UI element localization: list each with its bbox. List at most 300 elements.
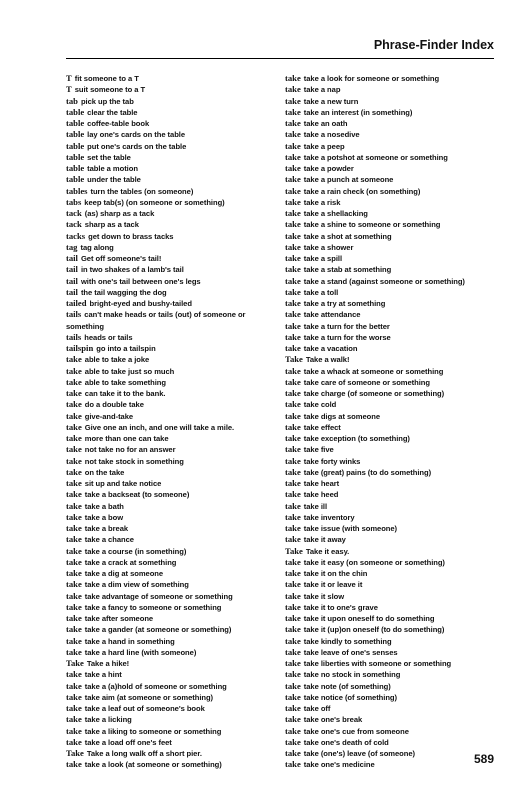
index-entry <box>66 107 284 118</box>
index-phrase: take forty winks <box>303 456 361 466</box>
index-keyword: take <box>285 759 301 770</box>
index-phrase: take it to one's grave <box>303 602 378 612</box>
page-title: Phrase-Finder Index <box>373 38 494 52</box>
index-keyword: take <box>285 331 301 342</box>
index-keyword: take <box>285 624 301 635</box>
index-phrase: take a fancy to someone or something <box>84 602 222 612</box>
index-phrase: take a load off one's feet <box>84 737 172 747</box>
index-phrase: take a potshot at someone or something <box>303 152 448 162</box>
index-phrase: take no stock in something <box>303 670 401 680</box>
index-keyword: take <box>285 635 301 646</box>
index-keyword: take <box>285 455 301 466</box>
index-entry <box>66 534 284 545</box>
index-phrase: take heart <box>303 479 340 488</box>
index-keyword: table <box>66 106 85 117</box>
index-entry <box>285 231 500 242</box>
index-keyword: tag <box>66 241 78 252</box>
index-entry <box>66 152 284 163</box>
index-phrase: take an oath <box>303 119 348 128</box>
index-entry <box>285 681 500 692</box>
index-keyword: table <box>66 163 85 173</box>
index-keyword: take <box>66 714 82 725</box>
index-phrase: take a shellacking <box>303 209 368 218</box>
index-phrase: take a (a)hold of someone or something <box>84 681 227 691</box>
index-entry <box>285 107 500 118</box>
index-phrase: take effect <box>303 422 341 432</box>
index-keyword: take <box>66 590 82 601</box>
index-keyword: take <box>285 84 301 95</box>
index-entry <box>66 366 284 377</box>
index-phrase: take a dig at someone <box>84 569 164 578</box>
right-index-column <box>285 73 500 771</box>
index-entry <box>66 433 284 444</box>
index-entry <box>66 557 284 568</box>
index-keyword: take <box>66 500 82 511</box>
index-phrase: take a liking to someone or something <box>84 726 222 736</box>
index-phrase: Take a walk! <box>305 355 350 365</box>
index-entry <box>285 568 500 579</box>
index-entry <box>285 669 500 680</box>
index-phrase: in two shakes of a lamb's tail <box>80 265 184 275</box>
index-keyword: take <box>285 73 301 83</box>
index-keyword: take <box>66 410 82 421</box>
index-entry <box>66 219 284 230</box>
index-keyword: take <box>66 703 82 713</box>
index-entry <box>285 377 500 388</box>
index-keyword: take <box>285 646 301 657</box>
index-entry <box>285 298 500 309</box>
index-entry <box>66 658 284 669</box>
index-phrase: take a powder <box>303 164 354 173</box>
index-phrase: more than one can take <box>84 434 169 443</box>
index-phrase: Give one an inch, and one will take a mile. <box>84 422 235 432</box>
index-entry <box>66 669 284 680</box>
index-phrase: take a shine to someone or something <box>303 220 441 230</box>
index-phrase: take a shot at something <box>303 231 392 241</box>
index-keyword: take <box>66 759 82 770</box>
index-entry <box>66 467 284 478</box>
index-phrase: take a hard line (with someone) <box>84 647 197 657</box>
index-keyword: take <box>66 376 82 387</box>
index-entry <box>66 163 284 174</box>
index-entry <box>66 197 284 208</box>
index-keyword: tables <box>66 185 88 196</box>
index-entry <box>66 96 284 107</box>
index-keyword: take <box>66 669 82 680</box>
index-keyword: take <box>66 511 82 522</box>
index-keyword: take <box>285 725 301 736</box>
index-entry <box>66 354 284 365</box>
index-keyword: take <box>285 264 301 275</box>
index-keyword: T <box>66 84 72 95</box>
index-phrase: tag along <box>80 242 114 252</box>
index-phrase: take it upon oneself to do something <box>303 614 435 623</box>
index-phrase: take liberties with someone or something <box>303 659 452 668</box>
index-phrase: take a turn for the worse <box>303 332 391 342</box>
index-keyword: take <box>66 534 82 545</box>
index-phrase: take one's break <box>303 715 363 725</box>
index-phrase: coffee-table book <box>87 119 150 128</box>
index-keyword: Take <box>66 658 84 668</box>
index-phrase: take care of someone or something <box>303 377 430 387</box>
index-phrase: take advantage of someone or something <box>84 591 233 601</box>
index-entry <box>285 737 500 748</box>
index-entry <box>66 309 284 320</box>
index-entry <box>66 174 284 185</box>
index-phrase: take it easy (on someone or something) <box>303 557 445 567</box>
index-entry <box>285 208 500 219</box>
index-phrase: take a crack at something <box>84 557 177 567</box>
index-keyword: take <box>285 511 301 522</box>
index-phrase: take it away <box>303 535 346 545</box>
index-entry <box>285 658 500 669</box>
index-phrase: take ill <box>303 501 328 511</box>
index-keyword: take <box>285 680 301 691</box>
index-keyword: take <box>285 208 301 218</box>
index-phrase: take an interest (in something) <box>303 107 413 117</box>
index-keyword: take <box>285 568 301 578</box>
index-keyword: take <box>285 399 301 410</box>
index-keyword: take <box>285 298 301 308</box>
index-phrase: take one's death of cold <box>303 737 389 747</box>
index-keyword: take <box>66 613 82 623</box>
index-entry <box>66 692 284 703</box>
index-entry <box>66 276 284 287</box>
index-phrase: fit someone to a T <box>74 74 139 83</box>
index-entry <box>285 399 500 410</box>
index-entry <box>285 411 500 422</box>
index-entry <box>66 231 284 242</box>
index-keyword: Take <box>285 354 303 365</box>
index-entry <box>66 636 284 647</box>
index-entry <box>285 444 500 455</box>
index-keyword: take <box>285 230 301 241</box>
left-index-column <box>66 73 284 771</box>
index-phrase: take a break <box>84 524 129 533</box>
index-entry <box>66 568 284 579</box>
index-phrase: take a dim view of something <box>84 580 189 590</box>
index-entry <box>285 534 500 545</box>
index-entry <box>66 298 284 309</box>
index-entry <box>285 219 500 230</box>
index-phrase: sharp as a tack <box>84 220 139 230</box>
index-keyword: tails <box>66 331 82 342</box>
index-entry <box>66 512 284 523</box>
index-phrase: take a toll <box>303 287 339 297</box>
index-keyword: table <box>66 174 85 185</box>
index-keyword: take <box>66 646 82 657</box>
index-phrase: bright-eyed and bushy-tailed <box>89 299 192 308</box>
index-keyword: tab <box>66 95 78 106</box>
index-keyword: take <box>66 523 82 533</box>
index-keyword: take <box>285 590 301 601</box>
index-keyword: take <box>66 624 82 635</box>
index-phrase: under the table <box>87 175 141 185</box>
index-entry <box>66 264 284 275</box>
index-keyword: take <box>66 466 82 477</box>
index-entry <box>285 591 500 602</box>
index-phrase: keep tab(s) (on someone or something) <box>84 197 225 207</box>
index-keyword: Take <box>285 545 303 556</box>
index-entry <box>66 118 284 129</box>
index-keyword: tail <box>66 275 78 286</box>
index-entry <box>285 692 500 703</box>
index-entry <box>66 624 284 635</box>
index-phrase: (as) sharp as a tack <box>84 209 155 218</box>
index-entry <box>66 208 284 219</box>
index-phrase: able to take just so much <box>84 366 175 376</box>
index-entry <box>285 141 500 152</box>
index-keyword: take <box>285 241 301 252</box>
index-keyword: tacks <box>66 230 86 241</box>
index-phrase: give-and-take <box>84 411 134 421</box>
index-phrase: can't make heads or tails (out) of someone or <box>84 310 246 320</box>
index-entry <box>66 714 284 725</box>
index-keyword: take <box>285 275 301 286</box>
index-entry <box>66 759 284 770</box>
index-keyword: take <box>285 556 301 567</box>
index-entry <box>66 399 284 410</box>
index-keyword: take <box>285 151 301 162</box>
index-keyword: take <box>285 140 301 151</box>
index-keyword: take <box>285 579 301 590</box>
index-entry <box>66 726 284 737</box>
index-keyword: take <box>285 433 301 443</box>
index-keyword: take <box>66 455 82 466</box>
index-entry <box>66 242 284 253</box>
index-phrase: Take it easy. <box>305 546 350 556</box>
index-phrase: get down to brass tacks <box>88 231 174 241</box>
index-keyword: tailed <box>66 298 87 308</box>
index-phrase: take it (up)on oneself (to do something) <box>303 625 445 635</box>
index-entry <box>285 759 500 770</box>
index-keyword: take <box>66 736 82 747</box>
index-phrase: take a leaf out of someone's book <box>84 704 205 713</box>
index-keyword: take <box>66 556 82 567</box>
index-phrase: take charge (of someone or something) <box>303 389 445 398</box>
index-phrase: take a look for someone or something <box>303 74 440 83</box>
index-entry <box>285 501 500 512</box>
index-phrase: take attendance <box>303 310 361 320</box>
index-phrase: not take stock in something <box>84 456 184 466</box>
index-keyword: take <box>285 466 301 477</box>
index-entry <box>285 321 500 332</box>
index-entry <box>285 366 500 377</box>
index-phrase: Take a hike! <box>86 659 130 668</box>
index-entry <box>285 174 500 185</box>
index-phrase: take a backseat (to someone) <box>84 490 190 500</box>
index-keyword: take <box>285 309 301 320</box>
index-keyword: take <box>285 489 301 500</box>
index-phrase: take a punch at someone <box>303 175 394 185</box>
index-keyword: take <box>285 613 301 623</box>
index-entry <box>285 613 500 624</box>
index-entry <box>285 309 500 320</box>
index-keyword: table <box>66 140 85 151</box>
index-entry <box>285 152 500 163</box>
index-phrase: able to take something <box>84 377 166 387</box>
index-keyword: take <box>66 568 82 578</box>
index-keyword: take <box>285 174 301 185</box>
index-entry <box>66 343 284 354</box>
index-phrase: take a peep <box>303 141 345 151</box>
index-phrase: take a look (at someone or something) <box>84 760 222 770</box>
index-phrase: take a bath <box>84 501 124 511</box>
index-keyword: take <box>285 523 301 533</box>
index-phrase: take digs at someone <box>303 411 380 421</box>
index-entry <box>285 523 500 534</box>
index-keyword: take <box>285 219 301 230</box>
index-keyword: T <box>66 73 72 83</box>
index-keyword: tail <box>66 253 78 263</box>
index-entry <box>285 354 500 365</box>
index-phrase: take a nap <box>303 85 341 95</box>
index-phrase: take exception (to something) <box>303 434 410 443</box>
index-entry <box>285 287 500 298</box>
index-keyword: take <box>66 489 82 500</box>
index-keyword: take <box>66 388 82 398</box>
index-entry <box>285 478 500 489</box>
index-entry <box>285 343 500 354</box>
index-keyword: take <box>285 691 301 702</box>
index-entry <box>66 422 284 433</box>
index-entry <box>66 478 284 489</box>
index-keyword: take <box>285 601 301 612</box>
index-keyword: take <box>66 365 82 376</box>
index-phrase: set the table <box>87 152 131 162</box>
index-phrase: take a turn for the better <box>303 321 390 331</box>
index-phrase: take a risk <box>303 197 341 207</box>
index-entry <box>66 186 284 197</box>
index-phrase: take one's medicine <box>303 760 375 770</box>
index-entry <box>66 332 284 343</box>
index-keyword: take <box>66 635 82 646</box>
index-phrase: on the take <box>84 467 125 477</box>
index-keyword: take <box>285 703 301 713</box>
index-phrase: take leave of one's senses <box>303 647 398 657</box>
index-entry <box>66 444 284 455</box>
index-entry <box>285 84 500 95</box>
index-entry <box>66 129 284 140</box>
index-keyword: tack <box>66 219 82 230</box>
index-entry <box>285 579 500 590</box>
index-entry <box>285 129 500 140</box>
index-phrase: take a whack at someone or something <box>303 366 444 376</box>
index-keyword: tail <box>66 286 78 297</box>
index-entry <box>285 748 500 759</box>
index-phrase: the tail wagging the dog <box>80 287 167 297</box>
index-keyword: take <box>285 534 301 545</box>
index-entry <box>66 411 284 422</box>
index-phrase: do a double take <box>84 400 144 410</box>
index-entry <box>66 489 284 500</box>
index-keyword: take <box>285 185 301 196</box>
index-entry <box>66 523 284 534</box>
index-keyword: table <box>66 118 85 128</box>
index-keyword: take <box>285 286 301 297</box>
index-keyword: take <box>66 399 82 410</box>
index-phrase: take note (of something) <box>303 681 391 691</box>
index-phrase: put one's cards on the table <box>87 141 187 151</box>
index-keyword: take <box>285 658 301 668</box>
page-number: 589 <box>473 752 494 766</box>
index-keyword: take <box>66 433 82 443</box>
index-phrase: clear the table <box>87 107 138 117</box>
index-entry <box>66 501 284 512</box>
index-keyword: Take <box>66 748 84 758</box>
index-keyword: tack <box>66 208 82 218</box>
index-entry <box>66 321 284 332</box>
index-phrase: take inventory <box>303 512 355 522</box>
index-entry <box>285 636 500 647</box>
index-keyword: tailspin <box>66 343 94 353</box>
index-entry <box>66 591 284 602</box>
index-phrase: take cold <box>303 400 337 410</box>
index-keyword: take <box>285 163 301 173</box>
index-phrase: turn the tables (on someone) <box>90 186 194 196</box>
index-phrase: take kindly to something <box>303 636 392 646</box>
index-keyword: take <box>285 320 301 331</box>
index-phrase: take a chance <box>84 535 134 545</box>
index-phrase: take it slow <box>303 591 345 601</box>
index-keyword: take <box>66 680 82 691</box>
index-phrase: take one's cue from someone <box>303 726 409 736</box>
index-keyword: take <box>285 444 301 455</box>
index-entry <box>285 197 500 208</box>
index-phrase: take a vacation <box>303 344 358 353</box>
index-phrase: take a rain check (on something) <box>303 186 421 196</box>
index-keyword: tail <box>66 264 78 275</box>
index-phrase: take it or leave it <box>303 580 363 590</box>
index-entry <box>66 647 284 658</box>
index-phrase: take issue (with someone) <box>303 524 398 533</box>
index-phrase: take a new turn <box>303 96 359 106</box>
index-entry <box>285 253 500 264</box>
index-phrase: take off <box>303 704 331 713</box>
index-entry <box>66 613 284 624</box>
index-entry <box>66 681 284 692</box>
index-phrase: take a try at something <box>303 299 386 308</box>
index-phrase: suit someone to a T <box>74 85 146 95</box>
index-entry <box>285 163 500 174</box>
index-entry <box>285 647 500 658</box>
index-entry <box>285 557 500 568</box>
index-entry <box>66 253 284 264</box>
index-entry <box>285 624 500 635</box>
index-entry <box>285 602 500 613</box>
index-entry <box>66 579 284 590</box>
index-phrase: take notice (of something) <box>303 692 397 702</box>
index-phrase: take a shower <box>303 242 354 252</box>
index-keyword: take <box>285 106 301 117</box>
index-keyword: take <box>285 669 301 680</box>
index-entry <box>285 703 500 714</box>
index-entry <box>66 377 284 388</box>
index-entry <box>66 546 284 557</box>
index-entry <box>285 276 500 287</box>
index-keyword: table <box>66 129 85 140</box>
index-entry <box>285 73 500 84</box>
index-keyword: tabs <box>66 196 82 207</box>
index-keyword: table <box>66 151 85 162</box>
index-entry <box>66 141 284 152</box>
index-keyword: take <box>66 444 82 455</box>
index-entry <box>66 602 284 613</box>
index-entry <box>285 264 500 275</box>
index-phrase: take it on the chin <box>303 569 368 578</box>
index-phrase: take a stab at something <box>303 265 392 275</box>
index-keyword: take <box>285 253 301 263</box>
